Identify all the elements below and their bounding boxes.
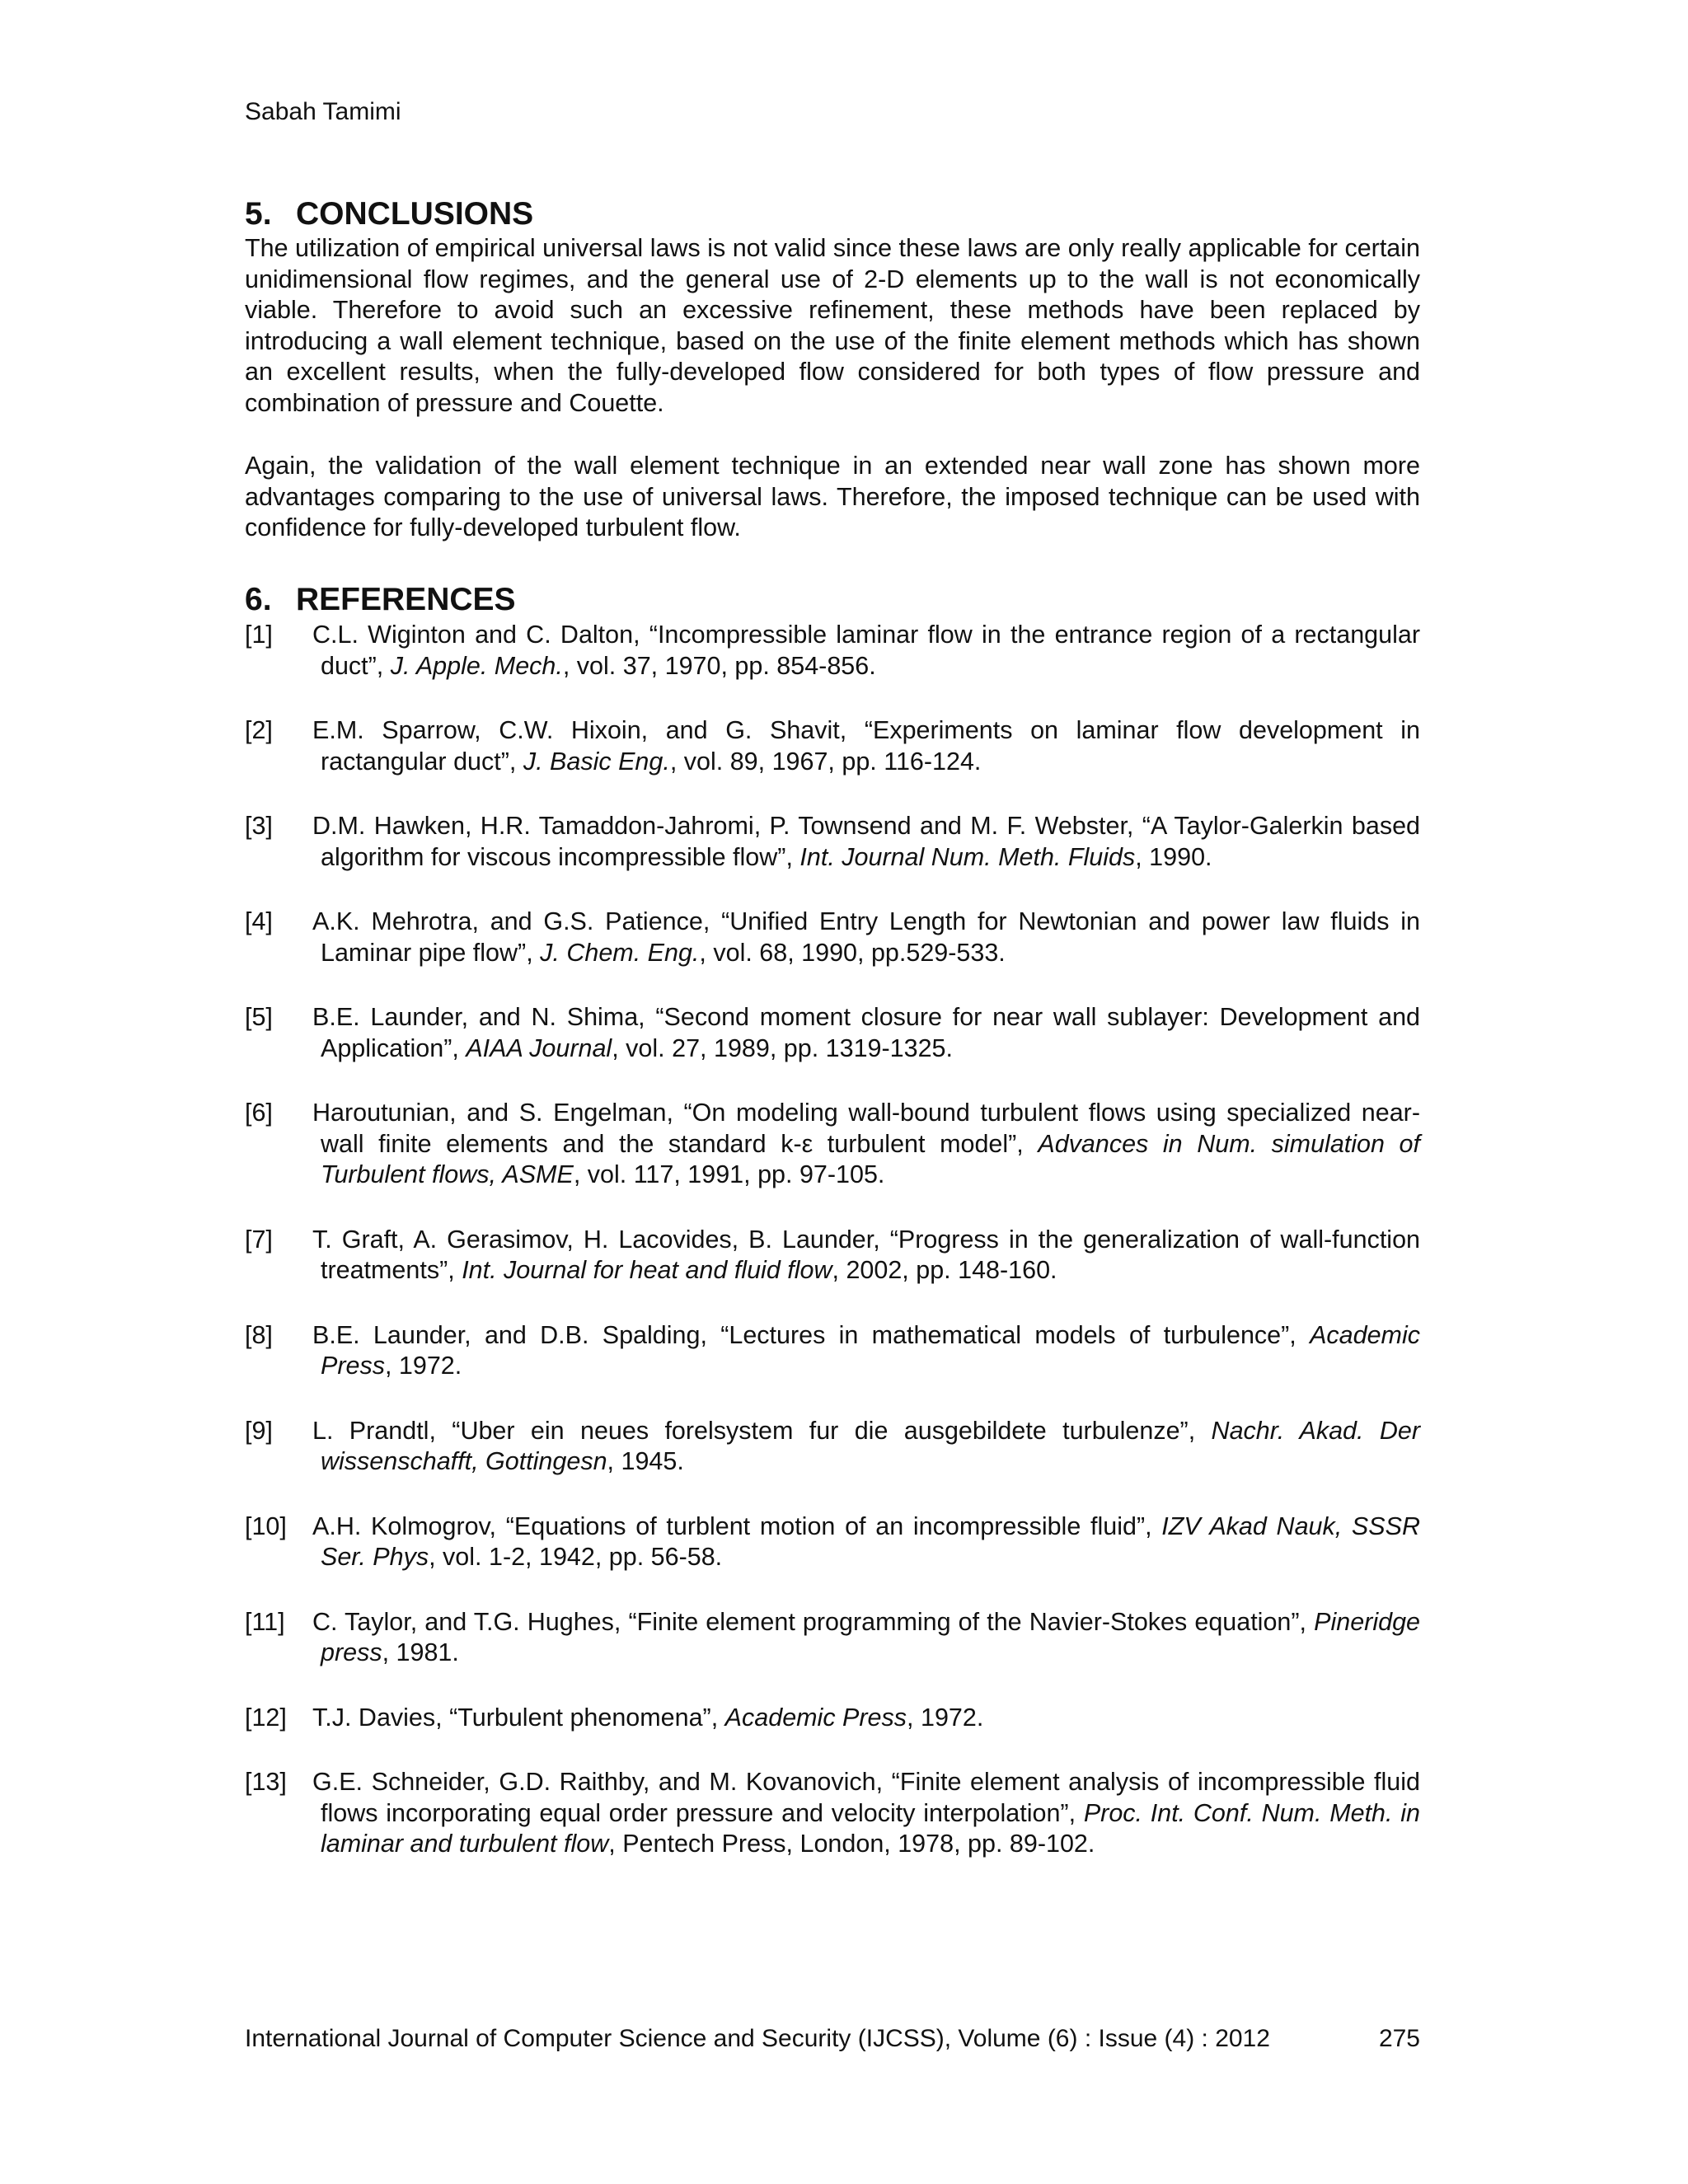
- reference-item: [3] D.M. Hawken, H.R. Tamaddon-Jahromi, P. Townsend and M. F. Webster, “A Taylor-Galerkin based algorithm for viscous incompressible flow”, Int. Journal Num. Meth. Fluids, 1990.: [245, 812, 1420, 871]
- reference-source: J. Apple. Mech.: [390, 651, 563, 680]
- reference-source: J. Basic Eng.: [523, 747, 670, 776]
- reference-item: [11] C. Taylor, and T.G. Hughes, “Finite element programming of the Navier-Stokes equation”, Pineridge press, 1981.: [245, 1607, 1420, 1666]
- reference-number: [13]: [245, 1768, 287, 1796]
- running-header-author: Sabah Tamimi: [245, 98, 401, 125]
- reference-source: Pineridge press: [321, 1607, 1420, 1666]
- reference-number: [12]: [245, 1703, 287, 1732]
- reference-number: [3]: [245, 812, 273, 840]
- reference-item: [10] A.H. Kolmogrov, “Equations of turblent motion of an incompressible fluid”, IZV Akad Nauk, SSSR Ser. Phys, vol. 1-2, 1942, pp. 56-58.: [245, 1511, 1420, 1571]
- conclusions-paragraph-1: The utilization of empirical universal laws is not valid since these laws are only really applicable for certain unidimensional flow regimes, and the general use of 2-D elements up to the wall is not economically viable. Therefore to avoid such an excessive refinement, these methods have been replaced by introducing a wall element technique, based on the use of the finite element methods which has shown an excellent results, when the fully-developed flow considered for both types of flow pressure and combination of pressure and Couette.: [245, 234, 1420, 417]
- reference-source: Advances in Num. simulation of Turbulent flows, ASME: [321, 1129, 1420, 1188]
- reference-number: [6]: [245, 1099, 273, 1127]
- reference-list: [245, 620, 1420, 1860]
- reference-source: IZV Akad Nauk, SSSR Ser. Phys: [321, 1511, 1420, 1571]
- reference-number: [10]: [245, 1511, 287, 1540]
- reference-item: [9] L. Prandtl, “Uber ein neues forelsystem fur die ausgebildete turbulenze”, Nachr. Akad. Der wissenschafft, Gottingesn, 1945.: [245, 1416, 1420, 1475]
- reference-item: [6] Haroutunian, and S. Engelman, “On modeling wall-bound turbulent flows using specialized near-wall finite elements and the standard k-ε turbulent model”, Advances in Num. simulation of Turbulent flows, ASME, vol. 117, 1991, pp. 97-105.: [245, 1099, 1420, 1188]
- reference-source: Int. Journal Num. Meth. Fluids: [799, 842, 1136, 871]
- reference-number: [4]: [245, 907, 273, 935]
- reference-source: Academic Press: [321, 1320, 1420, 1380]
- page-number: 275: [1378, 2025, 1420, 2052]
- reference-source: Nachr. Akad. Der wissenschafft, Gottingesn: [321, 1416, 1420, 1475]
- reference-item: [5] B.E. Launder, and N. Shima, “Second moment closure for near wall sublayer: Development and Application”, AIAA Journal, vol. 27, 1989, pp. 1319-1325.: [245, 1003, 1420, 1062]
- section-title: CONCLUSIONS: [296, 196, 534, 232]
- reference-source: Academic Press: [724, 1703, 907, 1732]
- reference-item: [4] A.K. Mehrotra, and G.S. Patience, “Unified Entry Length for Newtonian and power law fluids in Laminar pipe flow”, J. Chem. Eng., vol. 68, 1990, pp.529-533.: [245, 907, 1420, 967]
- reference-item: [2] E.M. Sparrow, C.W. Hixoin, and G. Shavit, “Experiments on laminar flow development in ractangular duct”, J. Basic Eng., vol. 89, 1967, pp. 116-124.: [245, 716, 1420, 776]
- reference-item: [13] G.E. Schneider, G.D. Raithby, and M. Kovanovich, “Finite element analysis of incompressible fluid flows incorporating equal order pressure and velocity interpolation”, Proc. Int. Conf. Num. Meth. in laminar and turbulent flow, Pentech Press, London, 1978, pp. 89-102.: [245, 1768, 1420, 1858]
- reference-number: [7]: [245, 1225, 273, 1254]
- reference-item: [1] C.L. Wiginton and C. Dalton, “Incompressible laminar flow in the entrance region of a rectangular duct”, J. Apple. Mech., vol. 37, 1970, pp. 854-856.: [245, 621, 1420, 680]
- reference-number: [11]: [245, 1607, 285, 1636]
- reference-source: J. Chem. Eng.: [540, 938, 700, 967]
- reference-number: [2]: [245, 716, 273, 744]
- reference-number: [5]: [245, 1003, 273, 1031]
- references-heading: [245, 582, 516, 618]
- conclusions-heading: [245, 196, 533, 232]
- footer-journal-citation: International Journal of Computer Science and Security (IJCSS), Volume (6) : Issue (4) : 2012: [245, 2025, 1270, 2052]
- reference-source: Proc. Int. Conf. Num. Meth. in laminar and turbulent flow: [321, 1798, 1420, 1858]
- section-number: 5.: [245, 196, 272, 232]
- reference-number: [8]: [245, 1320, 273, 1349]
- section-title: REFERENCES: [296, 582, 516, 617]
- reference-number: [9]: [245, 1416, 273, 1445]
- reference-item: [7] T. Graft, A. Gerasimov, H. Lacovides, B. Launder, “Progress in the generalization of wall-function treatments”, Int. Journal for heat and fluid flow, 2002, pp. 148-160.: [245, 1225, 1420, 1284]
- reference-item: [8] B.E. Launder, and D.B. Spalding, “Lectures in mathematical models of turbulence”, Academic Press, 1972.: [245, 1320, 1420, 1380]
- conclusions-paragraph-2: Again, the validation of the wall element technique in an extended near wall zone has shown more advantages comparing to the use of universal laws. Therefore, the imposed technique can be used with confidence for fully-developed turbulent flow.: [245, 452, 1420, 541]
- reference-item: [12] T.J. Davies, “Turbulent phenomena”, Academic Press, 1972.: [245, 1703, 1420, 1734]
- reference-number: [1]: [245, 621, 273, 649]
- reference-source: AIAA Journal: [466, 1033, 612, 1062]
- reference-source: Int. Journal for heat and fluid flow: [462, 1256, 832, 1284]
- section-number: 6.: [245, 582, 272, 617]
